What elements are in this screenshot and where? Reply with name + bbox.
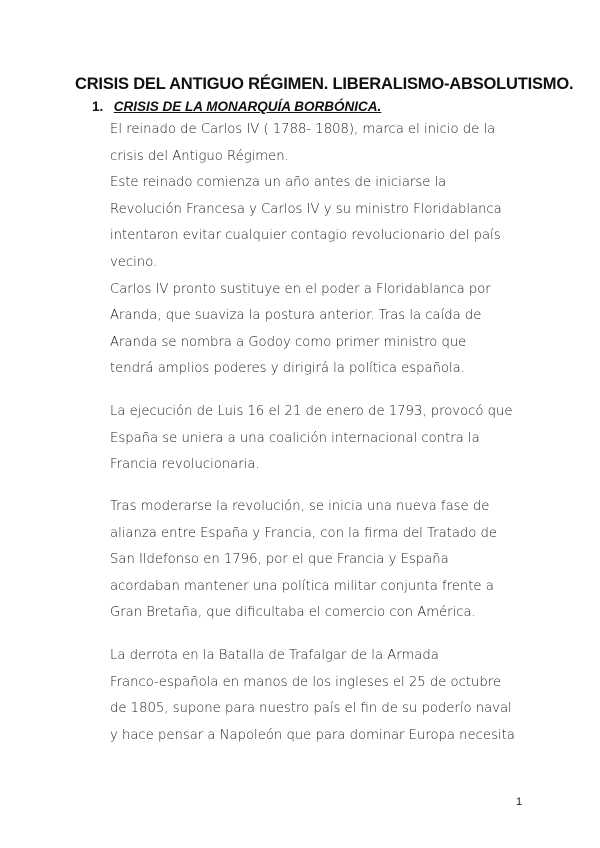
paragraph-3 [110,494,497,627]
text-line: Este reinado comienza un año antes de iniciarse la [110,175,447,191]
text-line: Gran Bretaña, que dificultaba el comercio con América. [110,605,476,621]
section-heading-text: CRISIS DE LA MONARQUÍA BORBÓNICA. [113,99,382,114]
paragraph-4 [110,643,515,749]
text-line: vecino. [110,254,158,270]
text-line: Carlos IV pronto sustituye en el poder a Floridablanca por [110,281,491,297]
text-line: La derrota en la Batalla de Trafalgar de la Armada [110,648,439,663]
text-line: intentaron evitar cualquier contagio revolucionario del país [110,228,501,244]
text-line: Aranda, que suaviza la postura anterior. Tras la caída de [110,308,482,324]
text-line: de 1805, supone para nuestro país el fin de su poderío naval [110,701,512,717]
text-line: Franco-española en manos de los ingleses el 25 de octubre [110,674,502,690]
text-line: crisis del Antiguo Régimen. [110,148,289,164]
paragraph-2 [110,399,513,479]
text-line: La ejecución de Luis 16 el 21 de enero de 1793, provocó que [110,404,513,419]
text-line: San Ildefonso en 1796, por el que Francia y España [110,552,449,568]
text-line: alianza entre España y Francia, con la firma del Tratado de [110,525,498,541]
paragraph-1 [110,117,502,383]
text-line: Aranda se nombra a Godoy como primer ministro que [110,334,467,350]
page-number: 1 [516,796,523,808]
text-line: Tras moderarse la revolución, se inicia una nueva fase de [110,499,490,514]
section-heading [92,98,381,116]
text-line: tendrá amplios poderes y dirigirá la política española. [110,361,465,377]
section-number: 1. [92,99,104,114]
text-line: El reinado de Carlos IV ( 1788- 1808), marca el inicio de la [110,122,496,137]
text-line: España se uniera a una coalición internacional contra la [110,430,480,446]
text-line: Francia revolucionaria. [110,457,260,473]
text-line: y hace pensar a Napoleón que para dominar Europa necesita [110,727,515,743]
text-line: acordaban mantener una política militar conjunta frente a [110,578,494,594]
text-line: Revolución Francesa y Carlos IV y su ministro Floridablanca [110,201,502,217]
document-title: CRISIS DEL ANTIGUO RÉGIMEN. LIBERALISMO-ABSOLUTISMO. [75,75,574,93]
